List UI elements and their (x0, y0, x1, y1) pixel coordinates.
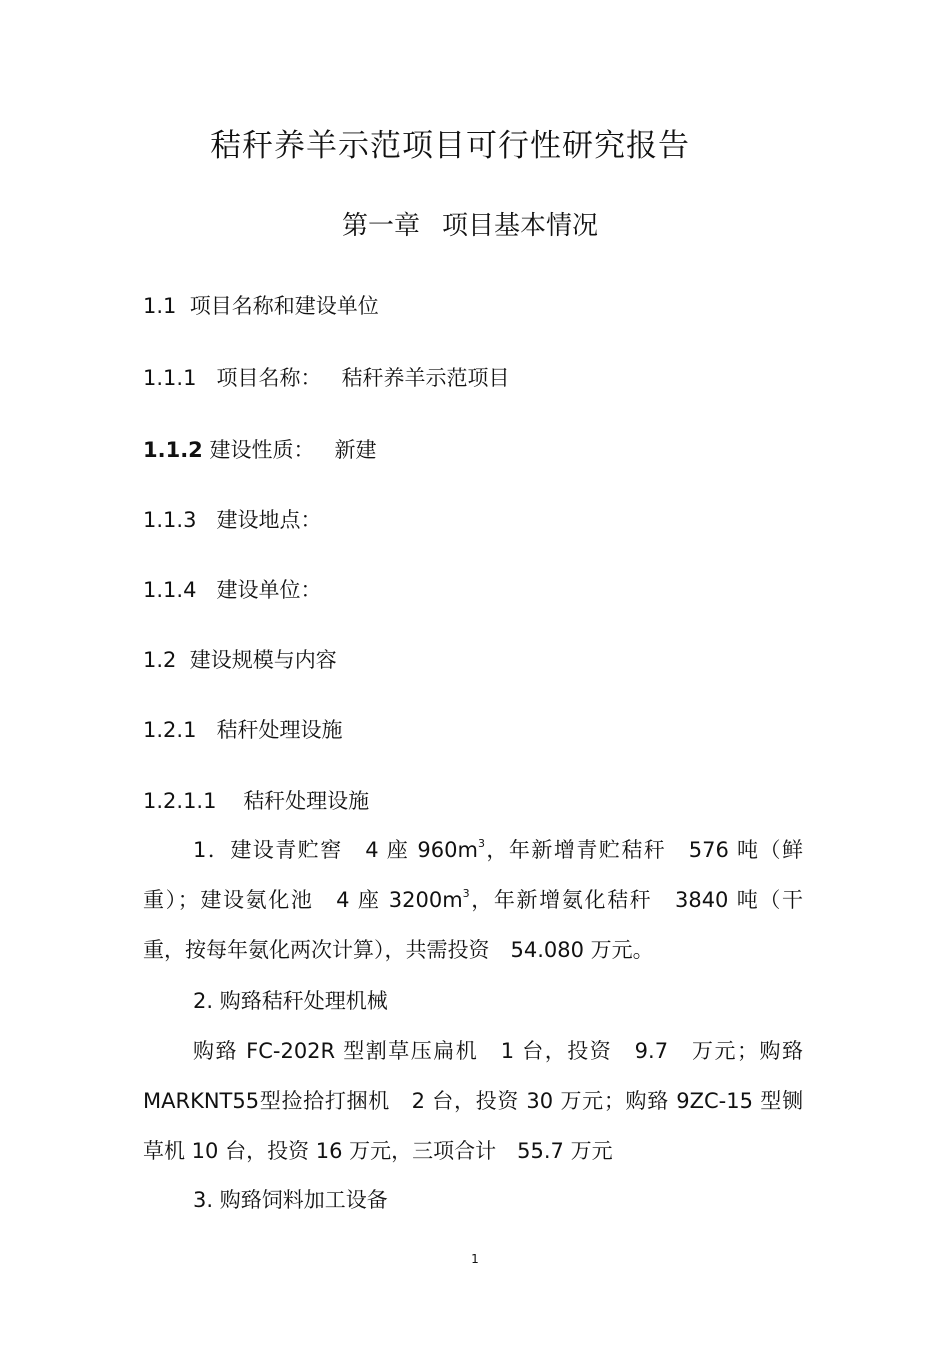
section-value: 秸秆养羊示范项目 (341, 366, 510, 390)
section-1-1-3 (143, 504, 321, 534)
section-text: 秸秆处理设施 (216, 718, 343, 742)
text-run: 重）；建设氨化池 4 座 3200m (143, 888, 463, 912)
paragraph-1-line-3 (143, 934, 803, 964)
section-label: 项目名称： (216, 366, 322, 390)
superscript: 3 (462, 887, 470, 900)
section-number: 1.2.1 (143, 718, 197, 742)
paragraph-2-heading (143, 985, 803, 1015)
text-run: 3. 购臵饲料加工设备 (193, 1188, 388, 1212)
text-run: 2. 购臵秸秆处理机械 (193, 989, 388, 1013)
document-title: 秸秆养羊示范项目可行性研究报告 (210, 128, 690, 164)
section-number: 1.2.1.1 (143, 789, 217, 813)
paragraph-2-line-2 (143, 1085, 803, 1115)
text-run: 购臵 FC-202R 型割草压扁机 1 台，投资 9.7 万元；购臵 (193, 1039, 803, 1063)
paragraph-3-heading (143, 1184, 803, 1214)
section-1-1-2 (143, 434, 377, 464)
section-number: 1.1.3 (143, 508, 197, 532)
text-run: 重，按每年氨化两次计算），共需投资 54.080 万元。 (143, 938, 654, 962)
text-run: ，年新增氨化秸秆 3840 吨（干 (469, 888, 803, 912)
text-run: 草机 10 台，投资 16 万元，三项合计 55.7 万元 (143, 1139, 613, 1163)
section-number: 1.1.4 (143, 578, 197, 602)
paragraph-2-line-1 (143, 1035, 803, 1065)
chapter-name: 项目基本情况 (442, 211, 599, 241)
section-label: 建设地点： (216, 508, 322, 532)
paragraph-1-line-1 (143, 834, 803, 864)
section-1-1-1 (143, 362, 510, 392)
section-number: 1.1.2 (143, 438, 203, 462)
section-1-2-1 (143, 714, 342, 744)
paragraph-1-line-2 (143, 884, 803, 914)
page-number: 1 (471, 1252, 479, 1266)
chapter-heading (0, 205, 940, 242)
section-number: 1.1.1 (143, 366, 197, 390)
text-run: 1．建设青贮窖 4 座 960m (193, 838, 478, 862)
section-text: 秸秆处理设施 (243, 789, 370, 813)
section-1-2-1-1 (143, 785, 369, 815)
section-text: 项目名称和建设单位 (189, 294, 379, 318)
section-number: 1.2 (143, 648, 177, 672)
section-1-2 (143, 644, 337, 674)
text-run: MARKNT55型捡拾打捆机 2 台，投资 30 万元；购臵 9ZC-15 型铡 (143, 1089, 803, 1113)
section-label: 建设性质： (209, 438, 315, 462)
section-1-1 (143, 290, 379, 320)
superscript: 3 (477, 837, 485, 850)
text-run: ，年新增青贮秸秆 576 吨（鲜 (484, 838, 803, 862)
section-value: 新建 (334, 438, 377, 462)
section-label: 建设单位： (216, 578, 322, 602)
section-text: 建设规模与内容 (189, 648, 337, 672)
section-number: 1.1 (143, 294, 177, 318)
chapter-number: 第一章 (341, 211, 420, 241)
section-1-1-4 (143, 574, 321, 604)
paragraph-2-line-3 (143, 1135, 803, 1165)
